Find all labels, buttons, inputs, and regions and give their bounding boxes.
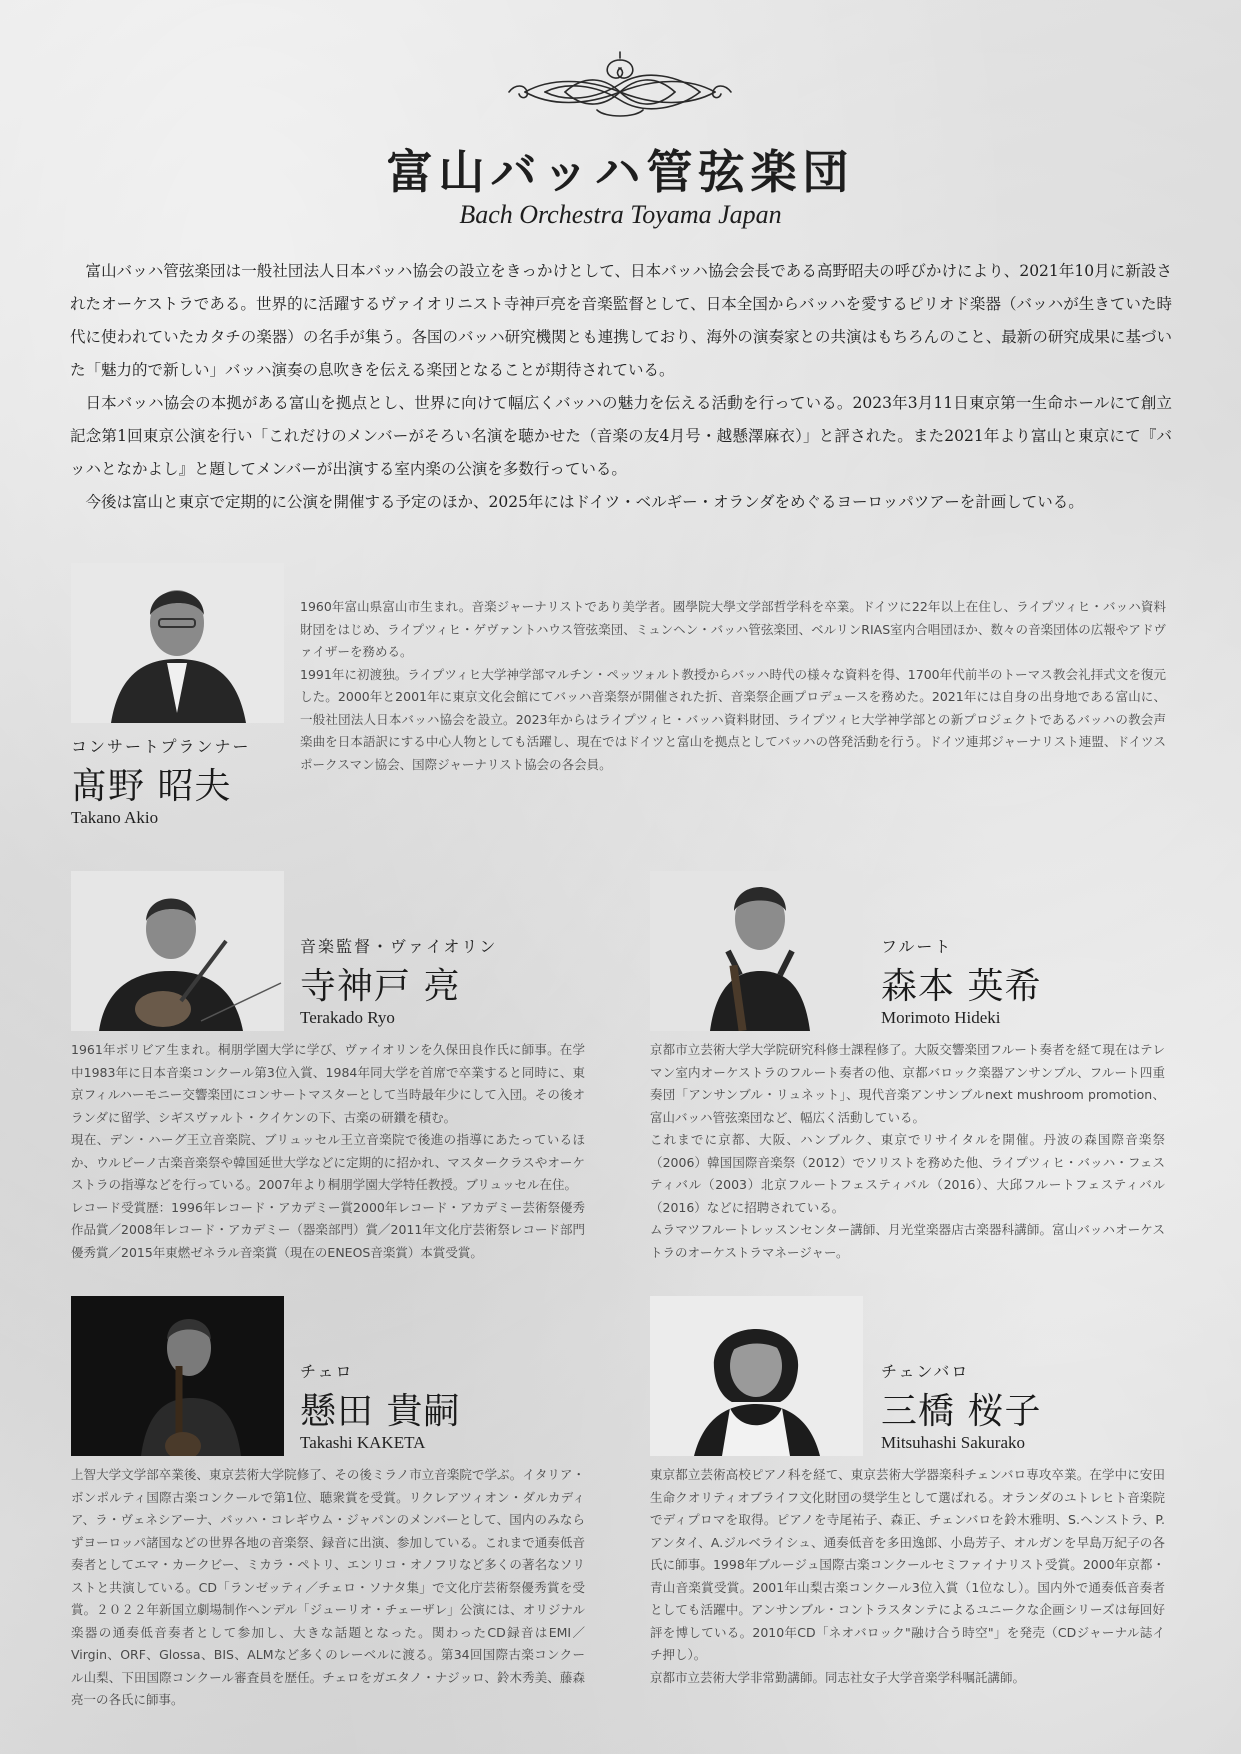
kaketa-roman-name: Takashi KAKETA	[300, 1433, 426, 1452]
kaketa-bio-paragraph: 上智大学文学部卒業後、東京芸術大学院修了、その後ミラノ市立音楽院で学ぶ。イタリア・ボンポルティ国際古楽コンクールで第1位、聴衆賞を受賞。リクレアツィオン・ダルカディア、ラ・ヴェネシアーナ、バッハ・コレギウム・ジャパンのメンバーとして、国内のみならずヨーロッパ諸国などの世界各地の音楽祭、録音に出演、参加している。これまで通奏低音奏者としてエマ・カークビー、ミカラ・ペトリ、エンリコ・オノフリなど多くの著名なソリストと共演している。CD「ランゼッティ／チェロ・ソナタ集」で文化庁芸術祭優秀賞を受賞。２０２２年新国立劇場制作ヘンデル「ジューリオ・チェーザレ」公演には、オリジナル楽器の通奏低音奏者として参加し、大きな話題となった。関わったCD録音はEMI／Virgin、ORF、Glossa、BIS、ALMなど多くのレーベルに渡る。第34回国際古楽コンクール山梨、下田国際コンクール審査員を歴任。チェロをガエタノ・ナジッロ、鈴木秀美、藤森亮一の各氏に師事。	[71, 1467, 585, 1707]
takano-role: コンサートプランナー	[71, 737, 251, 756]
morimoto-bio-paragraph: これまでに京都、大阪、ハンブルク、東京でリサイタルを開催。丹波の森国際音楽祭（2006）韓国国際音楽祭（2012）でソリストを務めた他、ライプツィヒ・バッハ・フェスティバル（2003）北京フルートフェスティバル（2016）、大邱フルートフェスティバル（2016）などに招聘されている。	[650, 1132, 1165, 1215]
takano-bio-paragraph: 1991年に初渡独。ライプツィヒ大学神学部マルチン・ペッツォルト教授からバッハ時代の様々な資料を得、1700年代前半のトーマス教会礼拝式文を復元した。2000年と2001年に東京文化会館にてバッハ音楽祭が開催された折、音楽祭企画プロデュースを務めた。2021年には自身の出身地である富山に、一般社団法人日本バッハ協会を設立。2023年からはライプツィヒ・バッハ資料財団、ライプツィヒ大学神学部との新プロジェクトであるバッハの教会声楽曲を日本語訳にする中心人物としても活躍し、現在ではドイツと富山を拠点としてバッハの啓発活動を行う。ドイツ連邦ジャーナリスト連盟、ドイツスポークスマン協会、国際ジャーナリスト協会の各会員。	[300, 666, 1166, 772]
takano-photo	[71, 563, 284, 723]
takano-roman-name: Takano Akio	[71, 808, 159, 827]
terakado-roman-name: Terakado Ryo	[300, 1008, 395, 1027]
mitsuhashi-bio-paragraph: 東京都立芸術高校ピアノ科を経て、東京芸術大学器楽科チェンバロ専攻卒業。在学中に安田生命クオリティオブライフ文化財団の奨学生として選ばれる。オランダのユトレヒト音楽院でディプロマを取得。ピアノを寺尾祐子、森正、チェンバロを鈴木雅明、S.ヘンストラ、P.アンタイ、A.ジルベライシュ、通奏低音を多田逸郎、小島芳子、オルガンを早島万紀子の各氏に師事。1998年ブルージュ国際古楽コンクールセミファイナリスト受賞。2000年京都・青山音楽賞受賞。2001年山梨古楽コンクール3位入賞（1位なし）。国内外で通奏低音奏者としても活躍中。アンサンブル・コントラスタンテによるユニークな企画シリーズは毎回好評を博している。2010年CD「ネオバロック"融け合う時空"」を発売（CDジャーナル誌イチ押し）。	[650, 1467, 1165, 1662]
morimoto-bio-paragraph: 京都市立芸術大学大学院研究科修士課程修了。大阪交響楽団フルート奏者を経て現在はテレマン室内オーケストラのフルート奏者の他、京都バロック楽器アンサンブル、フルート四重奏団「アンサンブル・リュネット」、現代音楽アンサンブルnext mushroom promotion、富山バッハ管弦楽団など、幅広く活動している。	[650, 1042, 1165, 1125]
morimoto-photo	[650, 871, 863, 1031]
terakado-role: 音楽監督・ヴァイオリン	[300, 937, 498, 956]
intro-text	[70, 255, 1172, 519]
flourish-ornament	[505, 48, 735, 128]
takano-bio-paragraph: 1960年富山県富山市生まれ。音楽ジャーナリストであり美学者。國學院大學文学部哲学科を卒業。ドイツに22年以上在住し、ライプツィヒ・バッハ資料財団をはじめ、ライプツィヒ・ゲヴァントハウス管弦楽団、ミュンヘン・バッハ管弦楽団、ベルリンRIAS室内合唱団ほか、数々の音楽団体の広報やアドヴァイザーを務める。	[300, 599, 1166, 659]
orchestra-title-en: Bach Orchestra Toyama Japan	[459, 200, 782, 229]
mitsuhashi-bio	[650, 1464, 1165, 1689]
mitsuhashi-photo	[650, 1296, 863, 1456]
takano-name: 髙野 昭夫	[71, 766, 232, 807]
morimoto-name: 森本 英希	[881, 966, 1042, 1007]
morimoto-bio	[650, 1039, 1165, 1264]
intro-paragraph-1: 富山バッハ管弦楽団は一般社団法人日本バッハ協会の設立をきっかけとして、日本バッハ協会会長である高野昭夫の呼びかけにより、2021年10月に新設されたオーケストラである。世界的に活躍するヴァイオリニスト寺神戸亮を音楽監督として、日本全国からバッハを愛するピリオド楽器（バッハが生きていた時代に使われていたカタチの楽器）の名手が集う。各国のバッハ研究機関とも連携しており、海外の演奏家との共演はもちろんのこと、最新の研究成果に基づいた「魅力的で新しい」バッハ演奏の息吹きを伝える楽団となることが期待されている。	[70, 262, 1172, 379]
takano-bio	[300, 596, 1166, 776]
mitsuhashi-roman-name: Mitsuhashi Sakurako	[881, 1433, 1026, 1452]
intro-paragraph-3: 今後は富山と東京で定期的に公演を開催する予定のほか、2025年にはドイツ・ベルギー・オランダをめぐるヨーロッパツアーを計画している。	[85, 493, 1084, 511]
orchestra-title-ja: 富山バッハ管弦楽団	[386, 145, 855, 199]
terakado-bio-paragraph: レコード受賞歴：1996年レコード・アカデミー賞2000年レコード・アカデミー芸術祭優秀作品賞／2008年レコード・アカデミー（器楽部門）賞／2011年文化庁芸術祭レコード部門優秀賞／2015年東燃ゼネラル音楽賞（現在のENEOS音楽賞）本賞受賞。	[71, 1199, 585, 1260]
intro-paragraph-2: 日本バッハ協会の本拠がある富山を拠点とし、世界に向けて幅広くバッハの魅力を伝える活動を行っている。2023年3月11日東京第一生命ホールにて創立記念第1回東京公演を行い「これだけのメンバーがそろい名演を聴かせた（音楽の友4月号・越懸澤麻衣）」と評された。また2021年より富山と東京にて『バッハとなかよし』と題してメンバーが出演する室内楽の公演を多数行っている。	[70, 394, 1172, 478]
terakado-bio	[71, 1039, 585, 1264]
morimoto-bio-paragraph: ムラマツフルートレッスンセンター講師、月光堂楽器店古楽器科講師。富山バッハオーケストラのオーケストラマネージャー。	[650, 1222, 1165, 1260]
morimoto-roman-name: Morimoto Hideki	[881, 1008, 1001, 1027]
terakado-name: 寺神戸 亮	[300, 966, 461, 1007]
kaketa-name: 懸田 貴嗣	[300, 1391, 461, 1432]
mitsuhashi-name: 三橋 桜子	[881, 1391, 1042, 1432]
terakado-bio-paragraph: 現在、デン・ハーグ王立音楽院、ブリュッセル王立音楽院で後進の指導にあたっているほか、ウルビーノ古楽音楽祭や韓国延世大学などに定期的に招かれ、マスタークラスやオーケストラの指導などを行っている。2007年より桐朋学園大学特任教授。ブリュッセル在住。	[71, 1132, 585, 1192]
kaketa-bio	[71, 1464, 585, 1712]
mitsuhashi-bio-paragraph: 京都市立芸術大学非常勤講師。同志社女子大学音楽学科嘱託講師。	[650, 1669, 1026, 1685]
morimoto-role: フルート	[881, 937, 953, 956]
mitsuhashi-role: チェンバロ	[881, 1362, 970, 1381]
terakado-photo	[71, 871, 284, 1031]
terakado-bio-paragraph: 1961年ボリビア生まれ。桐朋学園大学に学び、ヴァイオリンを久保田良作氏に師事。在学中1983年に日本音楽コンクール第3位入賞、1984年同大学を首席で卒業すると同時に、東京フィルハーモニー交響楽団にコンサートマスターとして当時最年少にして入団。その後オランダに留学、シギスヴァルト・クイケンの下、古楽の研鑽を積む。	[71, 1042, 585, 1125]
kaketa-role: チェロ	[300, 1362, 354, 1381]
kaketa-photo	[71, 1296, 284, 1456]
